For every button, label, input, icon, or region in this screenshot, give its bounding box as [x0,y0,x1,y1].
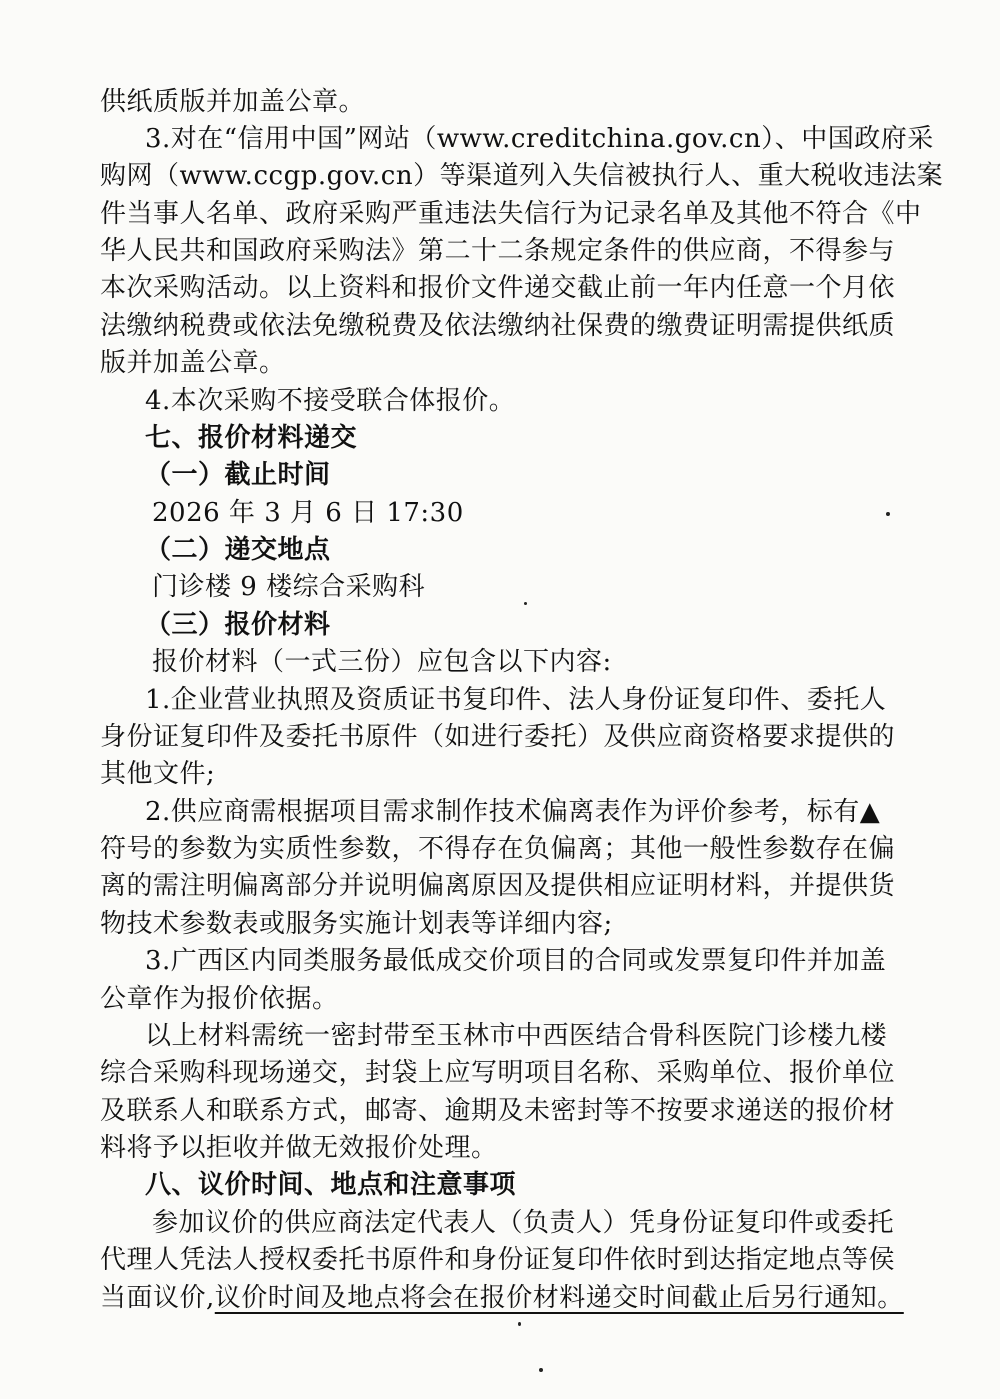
paragraph-line: 版并加盖公章。 [100,348,286,378]
paragraph-line: 报价材料（一式三份）应包含以下内容: [152,647,612,677]
paragraph-line: 物技术参数表或服务实施计划表等详细内容; [100,909,613,939]
subheading-materials: （三）报价材料 [145,610,331,640]
paragraph-line: 购网（www.ccgp.gov.cn）等渠道列入失信被执行人、重大税收违法案 [100,161,944,191]
paragraph-line: 及联系人和联系方式，邮寄、逾期及未密封等不按要求递送的报价材 [100,1096,896,1126]
paragraph-line: 件当事人名单、政府采购严重违法失信行为记录名单及其他不符合《中 [100,199,922,229]
paragraph-line: 4.本次采购不接受联合体报价。 [145,386,516,416]
paragraph-line: 本次采购活动。以上资料和报价文件递交截止前一年内任意一个月依 [100,273,896,303]
paragraph-line: 2.供应商需根据项目需求制作技术偏离表作为评价参考，标有▲ [145,797,881,827]
scan-speck [518,1322,521,1326]
scan-speck [524,602,527,605]
deadline-value: 2026 年 3 月 6 日 17:30 [152,498,464,528]
paragraph-line: 参加议价的供应商法定代表人（负责人）凭身份证复印件或委托 [152,1208,895,1238]
paragraph-line: 综合采购科现场递交，封袋上应写明项目名称、采购单位、报价单位 [100,1058,896,1088]
paragraph-line: 代理人凭法人授权委托书原件和身份证复印件依时到达指定地点等侯 [100,1245,896,1275]
section-heading-7: 七、报价材料递交 [145,423,358,453]
paragraph-line: 离的需注明偏离部分并说明偏离原因及提供相应证明材料，并提供货 [100,871,896,901]
paragraph-line: 法缴纳税费或依法免缴税费及依法缴纳社保费的缴费证明需提供纸质 [100,311,896,341]
paragraph-line: 3.对在“信用中国”网站（www.creditchina.gov.cn）、中国政府采 [145,124,934,154]
scan-speck [539,1368,543,1372]
paragraph-line: 华人民共和国政府采购法》第二十二条规定条件的供应商，不得参与 [100,236,896,266]
paragraph-line: 3.广西区内同类服务最低成交价项目的合同或发票复印件并加盖 [145,946,887,976]
paragraph-line: 供纸质版并加盖公章。 [100,87,366,117]
paragraph-line: 公章作为报价依据。 [100,984,339,1014]
location-value: 门诊楼 9 楼综合采购科 [152,572,426,602]
paragraph-line: 身份证复印件及委托书原件（如进行委托）及供应商资格要求提供的 [100,722,896,752]
paragraph-text: 当面议价, [100,1283,215,1313]
paragraph-line [100,1280,904,1316]
paragraph-line: 其他文件; [100,759,216,789]
paragraph-line: 以上材料需统一密封带至玉林市中西医结合骨科医院门诊楼九楼 [145,1021,888,1051]
scan-speck [886,512,890,516]
paragraph-line: 1.企业营业执照及资质证书复印件、法人身份证复印件、委托人 [145,685,887,715]
paragraph-line: 料将予以拒收并做无效报价处理。 [100,1133,498,1163]
underlined-notice: 议价时间及地点将会在报价材料递交时间截止后另行通知。 [214,1283,904,1313]
section-heading-8: 八、议价时间、地点和注意事项 [145,1170,517,1200]
subheading-location: （二）递交地点 [145,535,331,565]
paragraph-line: 符号的参数为实质性参数，不得存在负偏离；其他一般性参数存在偏 [100,834,896,864]
subheading-deadline: （一）截止时间 [145,460,331,490]
